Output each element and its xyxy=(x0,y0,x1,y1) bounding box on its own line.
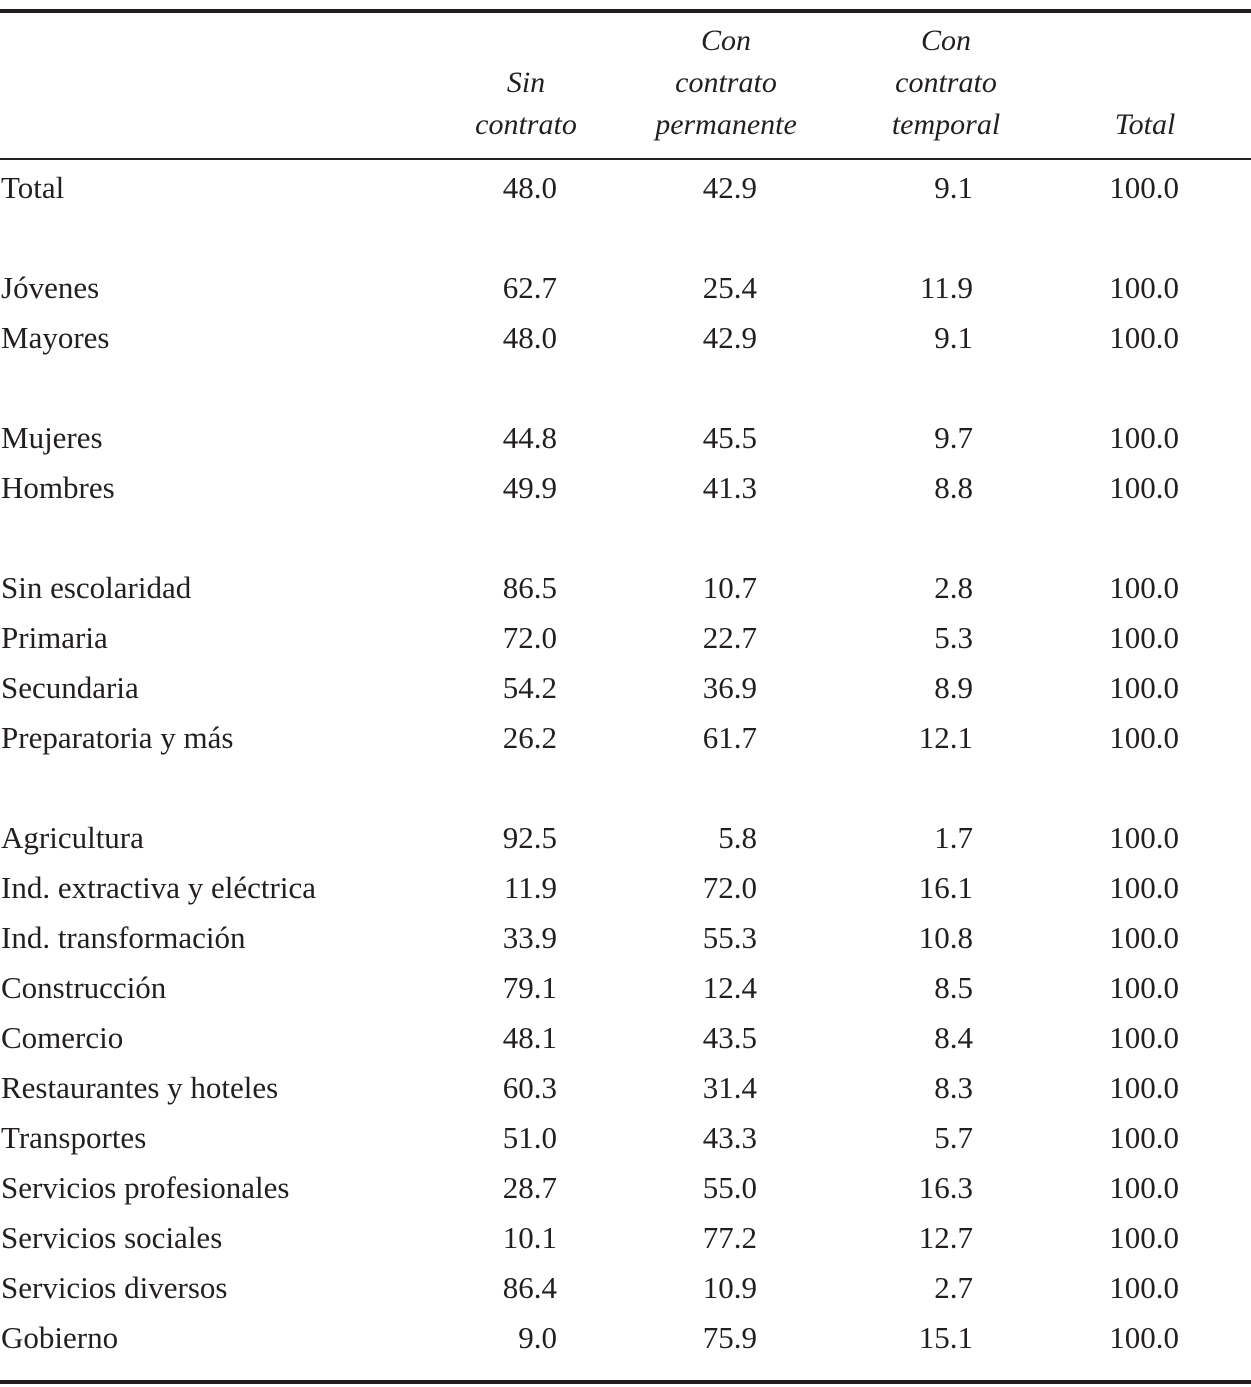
table-cell: 12.1 xyxy=(918,720,973,755)
table-cell: 48.0 xyxy=(502,170,557,205)
table-cell: 28.7 xyxy=(502,1170,557,1205)
table-cell: 8.3 xyxy=(934,1070,973,1105)
table-cell: 12.7 xyxy=(918,1220,973,1255)
table-cell: 100.0 xyxy=(1109,420,1179,455)
table-cell: 42.9 xyxy=(702,320,757,355)
table-cell: 100.0 xyxy=(1109,870,1179,905)
row-label: Total xyxy=(1,170,65,205)
table-cell: 25.4 xyxy=(702,270,757,305)
table-cell: 100.0 xyxy=(1109,270,1179,305)
table-cell: 100.0 xyxy=(1109,920,1179,955)
table-cell: 5.8 xyxy=(718,820,757,855)
table-cell: 100.0 xyxy=(1109,1220,1179,1255)
table-cell: 8.9 xyxy=(934,670,973,705)
table-cell: 22.7 xyxy=(702,620,757,655)
table-cell: 43.3 xyxy=(702,1120,757,1155)
row-label: Gobierno xyxy=(1,1320,119,1355)
table-row xyxy=(0,1066,1251,1110)
table-cell: 100.0 xyxy=(1109,720,1179,755)
table-cell: 2.7 xyxy=(934,1270,973,1305)
table-cell: 8.8 xyxy=(934,470,973,505)
table-row xyxy=(0,1116,1251,1160)
table-cell: 16.1 xyxy=(918,870,973,905)
table-cell: 62.7 xyxy=(502,270,557,305)
table-row xyxy=(0,1166,1251,1210)
table-cell: 77.2 xyxy=(702,1220,757,1255)
table-cell: 8.4 xyxy=(934,1020,973,1055)
table-row xyxy=(0,566,1251,610)
table-row xyxy=(0,266,1251,310)
row-label: Transportes xyxy=(1,1120,147,1155)
table-cell: 100.0 xyxy=(1109,820,1179,855)
table-cell: 16.3 xyxy=(918,1170,973,1205)
table-row xyxy=(0,166,1251,210)
table-cell: 100.0 xyxy=(1109,1170,1179,1205)
row-label: Primaria xyxy=(1,620,108,655)
row-label: Jóvenes xyxy=(1,270,100,305)
table-cell: 72.0 xyxy=(702,870,757,905)
table-cell: 100.0 xyxy=(1109,970,1179,1005)
table-cell: 10.7 xyxy=(702,570,757,605)
table-cell: 15.1 xyxy=(918,1320,973,1355)
table-cell: 31.4 xyxy=(702,1070,757,1105)
row-label: Agricultura xyxy=(1,820,144,855)
table-cell: 33.9 xyxy=(502,920,557,955)
table-cell: 100.0 xyxy=(1109,670,1179,705)
table-row xyxy=(0,866,1251,910)
table-row xyxy=(0,1316,1251,1360)
row-label: Servicios sociales xyxy=(1,1220,223,1255)
table-cell: 60.3 xyxy=(502,1070,557,1105)
table-row xyxy=(0,1016,1251,1060)
row-label: Construcción xyxy=(1,970,167,1005)
table-cell: 2.8 xyxy=(934,570,973,605)
table-cell: 100.0 xyxy=(1109,170,1179,205)
table-cell: 9.0 xyxy=(518,1320,557,1355)
row-label: Mayores xyxy=(1,320,110,355)
table-cell: 75.9 xyxy=(702,1320,757,1355)
table-cell: 45.5 xyxy=(702,420,757,455)
table-cell: 9.1 xyxy=(934,170,973,205)
row-label: Hombres xyxy=(1,470,115,505)
table-row xyxy=(0,466,1251,510)
table-row xyxy=(0,916,1251,960)
table-cell: 79.1 xyxy=(502,970,557,1005)
table-cell: 51.0 xyxy=(502,1120,557,1155)
table-cell: 10.9 xyxy=(702,1270,757,1305)
table-cell: 86.5 xyxy=(502,570,557,605)
table-cell: 92.5 xyxy=(502,820,557,855)
table-cell: 55.3 xyxy=(702,920,757,955)
table-cell: 48.0 xyxy=(502,320,557,355)
table-cell: 41.3 xyxy=(702,470,757,505)
table-cell: 100.0 xyxy=(1109,1120,1179,1155)
table-cell: 100.0 xyxy=(1109,320,1179,355)
table-cell: 100.0 xyxy=(1109,620,1179,655)
column-header-contrato-permanente: Con contrato permanente xyxy=(655,24,797,141)
table-cell: 55.0 xyxy=(702,1170,757,1205)
table-cell: 8.5 xyxy=(934,970,973,1005)
table-cell: 1.7 xyxy=(934,820,973,855)
table-cell: 100.0 xyxy=(1109,1020,1179,1055)
table-cell: 9.7 xyxy=(934,420,973,455)
row-label: Preparatoria y más xyxy=(1,720,234,755)
table-row xyxy=(0,1266,1251,1310)
row-label: Ind. transformación xyxy=(1,920,246,955)
table-cell: 61.7 xyxy=(702,720,757,755)
table-cell: 36.9 xyxy=(702,670,757,705)
table-cell: 43.5 xyxy=(702,1020,757,1055)
table-cell: 10.8 xyxy=(918,920,973,955)
table-cell: 11.9 xyxy=(503,870,557,905)
table-cell: 26.2 xyxy=(502,720,557,755)
table-row xyxy=(0,316,1251,360)
row-label: Comercio xyxy=(1,1020,124,1055)
table-cell: 100.0 xyxy=(1109,1270,1179,1305)
table-cell: 49.9 xyxy=(502,470,557,505)
row-label: Servicios profesionales xyxy=(1,1170,290,1205)
table-cell: 72.0 xyxy=(502,620,557,655)
column-header-sin-contrato: Sin contrato xyxy=(475,66,577,141)
table-cell: 100.0 xyxy=(1109,1320,1179,1355)
table-row xyxy=(0,416,1251,460)
table-cell: 9.1 xyxy=(934,320,973,355)
table-row xyxy=(0,966,1251,1010)
table-row xyxy=(0,716,1251,760)
column-header-total: Total xyxy=(1114,108,1176,141)
table-cell: 54.2 xyxy=(502,670,557,705)
table-cell: 100.0 xyxy=(1109,470,1179,505)
row-label: Servicios diversos xyxy=(1,1270,228,1305)
table-row xyxy=(0,1216,1251,1260)
table-cell: 12.4 xyxy=(702,970,757,1005)
table-cell: 86.4 xyxy=(502,1270,557,1305)
table-cell: 100.0 xyxy=(1109,570,1179,605)
table-row xyxy=(0,616,1251,660)
row-label: Sin escolaridad xyxy=(1,570,192,605)
table-cell: 5.7 xyxy=(934,1120,973,1155)
table-cell: 42.9 xyxy=(702,170,757,205)
table-cell: 48.1 xyxy=(502,1020,557,1055)
table-cell: 11.9 xyxy=(919,270,973,305)
table-cell: 10.1 xyxy=(502,1220,557,1255)
top-rule xyxy=(0,9,1251,13)
table-cell: 100.0 xyxy=(1109,1070,1179,1105)
table-row xyxy=(0,816,1251,860)
row-label: Restaurantes y hoteles xyxy=(1,1070,279,1105)
row-label: Secundaria xyxy=(1,670,139,705)
table-cell: 44.8 xyxy=(502,420,557,455)
row-label: Ind. extractiva y eléctrica xyxy=(1,870,316,905)
bottom-rule xyxy=(0,1380,1251,1384)
row-label: Mujeres xyxy=(1,420,103,455)
column-header-contrato-temporal: Con contrato temporal xyxy=(891,24,1001,141)
table-row xyxy=(0,666,1251,710)
header-rule xyxy=(0,158,1251,160)
table-cell: 5.3 xyxy=(934,620,973,655)
